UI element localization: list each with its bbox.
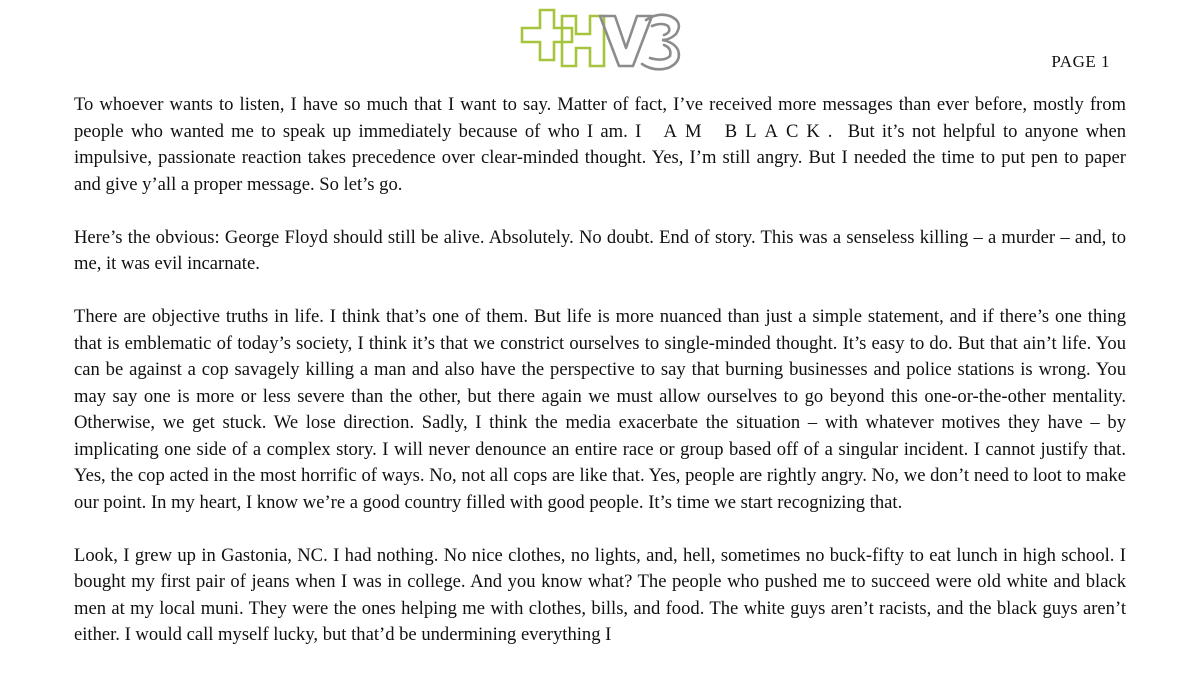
intro-text-before: To whoever wants to listen, I have so much that I want to say. Matter of fact, I’ve received more messages than ever before, mostly from people who wanted me to speak up immediately because of who I am. bbox=[74, 94, 1126, 142]
logo-v-mark bbox=[600, 16, 652, 66]
i-am-black-emphasis: I AM BLACK. bbox=[635, 120, 841, 142]
letter-body bbox=[74, 92, 1126, 675]
paragraph-george-floyd: Here’s the obvious: George Floyd should still be alive. Absolutely. No doubt. End of story. This was a senseless killing – a murder – and, to me, it was evil incarnate. bbox=[74, 226, 1126, 274]
paragraph-gastonia: Look, I grew up in Gastonia, NC. I had nothing. No nice clothes, no lights, and, hell, sometimes no buck-fifty to eat lunch in high school. I bought my first pair of jeans when I was in college. And you know what? The people who pushed me to succeed were old white and black men at my local muni. They were the ones helping me with clothes, bills, and food. The white guys aren’t racists, and the black guys aren’t either. I would call myself lucky, but that’d be undermining everything I bbox=[74, 544, 1126, 645]
paragraph-objective-truths: There are objective truths in life. I think that’s one of them. But life is more nuanced than just a simple statement, and if there’s one thing that is emblematic of today’s society, I think it’s that we constrict ourselves to single-minded thought. It’s easy to do. But that ain’t life. You can be against a cop savagely killing a man and also have the perspective to say that burning businesses and police stations is wrong. You may say one is more or less severe than the other, but there again we must allow ourselves to go beyond this one-or-the-other mentality. Otherwise, we get stuck. We lose direction. Sadly, I think the media exacerbate the situation – with whatever motives they have – by implicating one side of a complex story. I will never denounce an entire race or group based off of a singular incident. I cannot justify that. Yes, the cop acted in the most horrific of ways. No, not all cops are like that. Yes, people are rightly angry. No, we don’t need to loot to make our point. In my heart, I know we’re a good country filled with good people. It’s time we start recognizing that. bbox=[74, 306, 1126, 513]
page-number: PAGE 1 bbox=[1051, 52, 1110, 71]
paragraph-intro bbox=[74, 92, 1126, 198]
logo-plus-mark bbox=[522, 10, 572, 60]
intro-text-after: But it’s not helpful to anyone when impulsive, passionate reaction takes precedence over clear-minded thought. Yes, I’m still angry. But I needed the time to put pen to paper and give y’all a proper message. So let’s go. bbox=[74, 120, 1126, 195]
logo-3-mark bbox=[642, 15, 679, 70]
hv3-logo bbox=[518, 4, 688, 74]
